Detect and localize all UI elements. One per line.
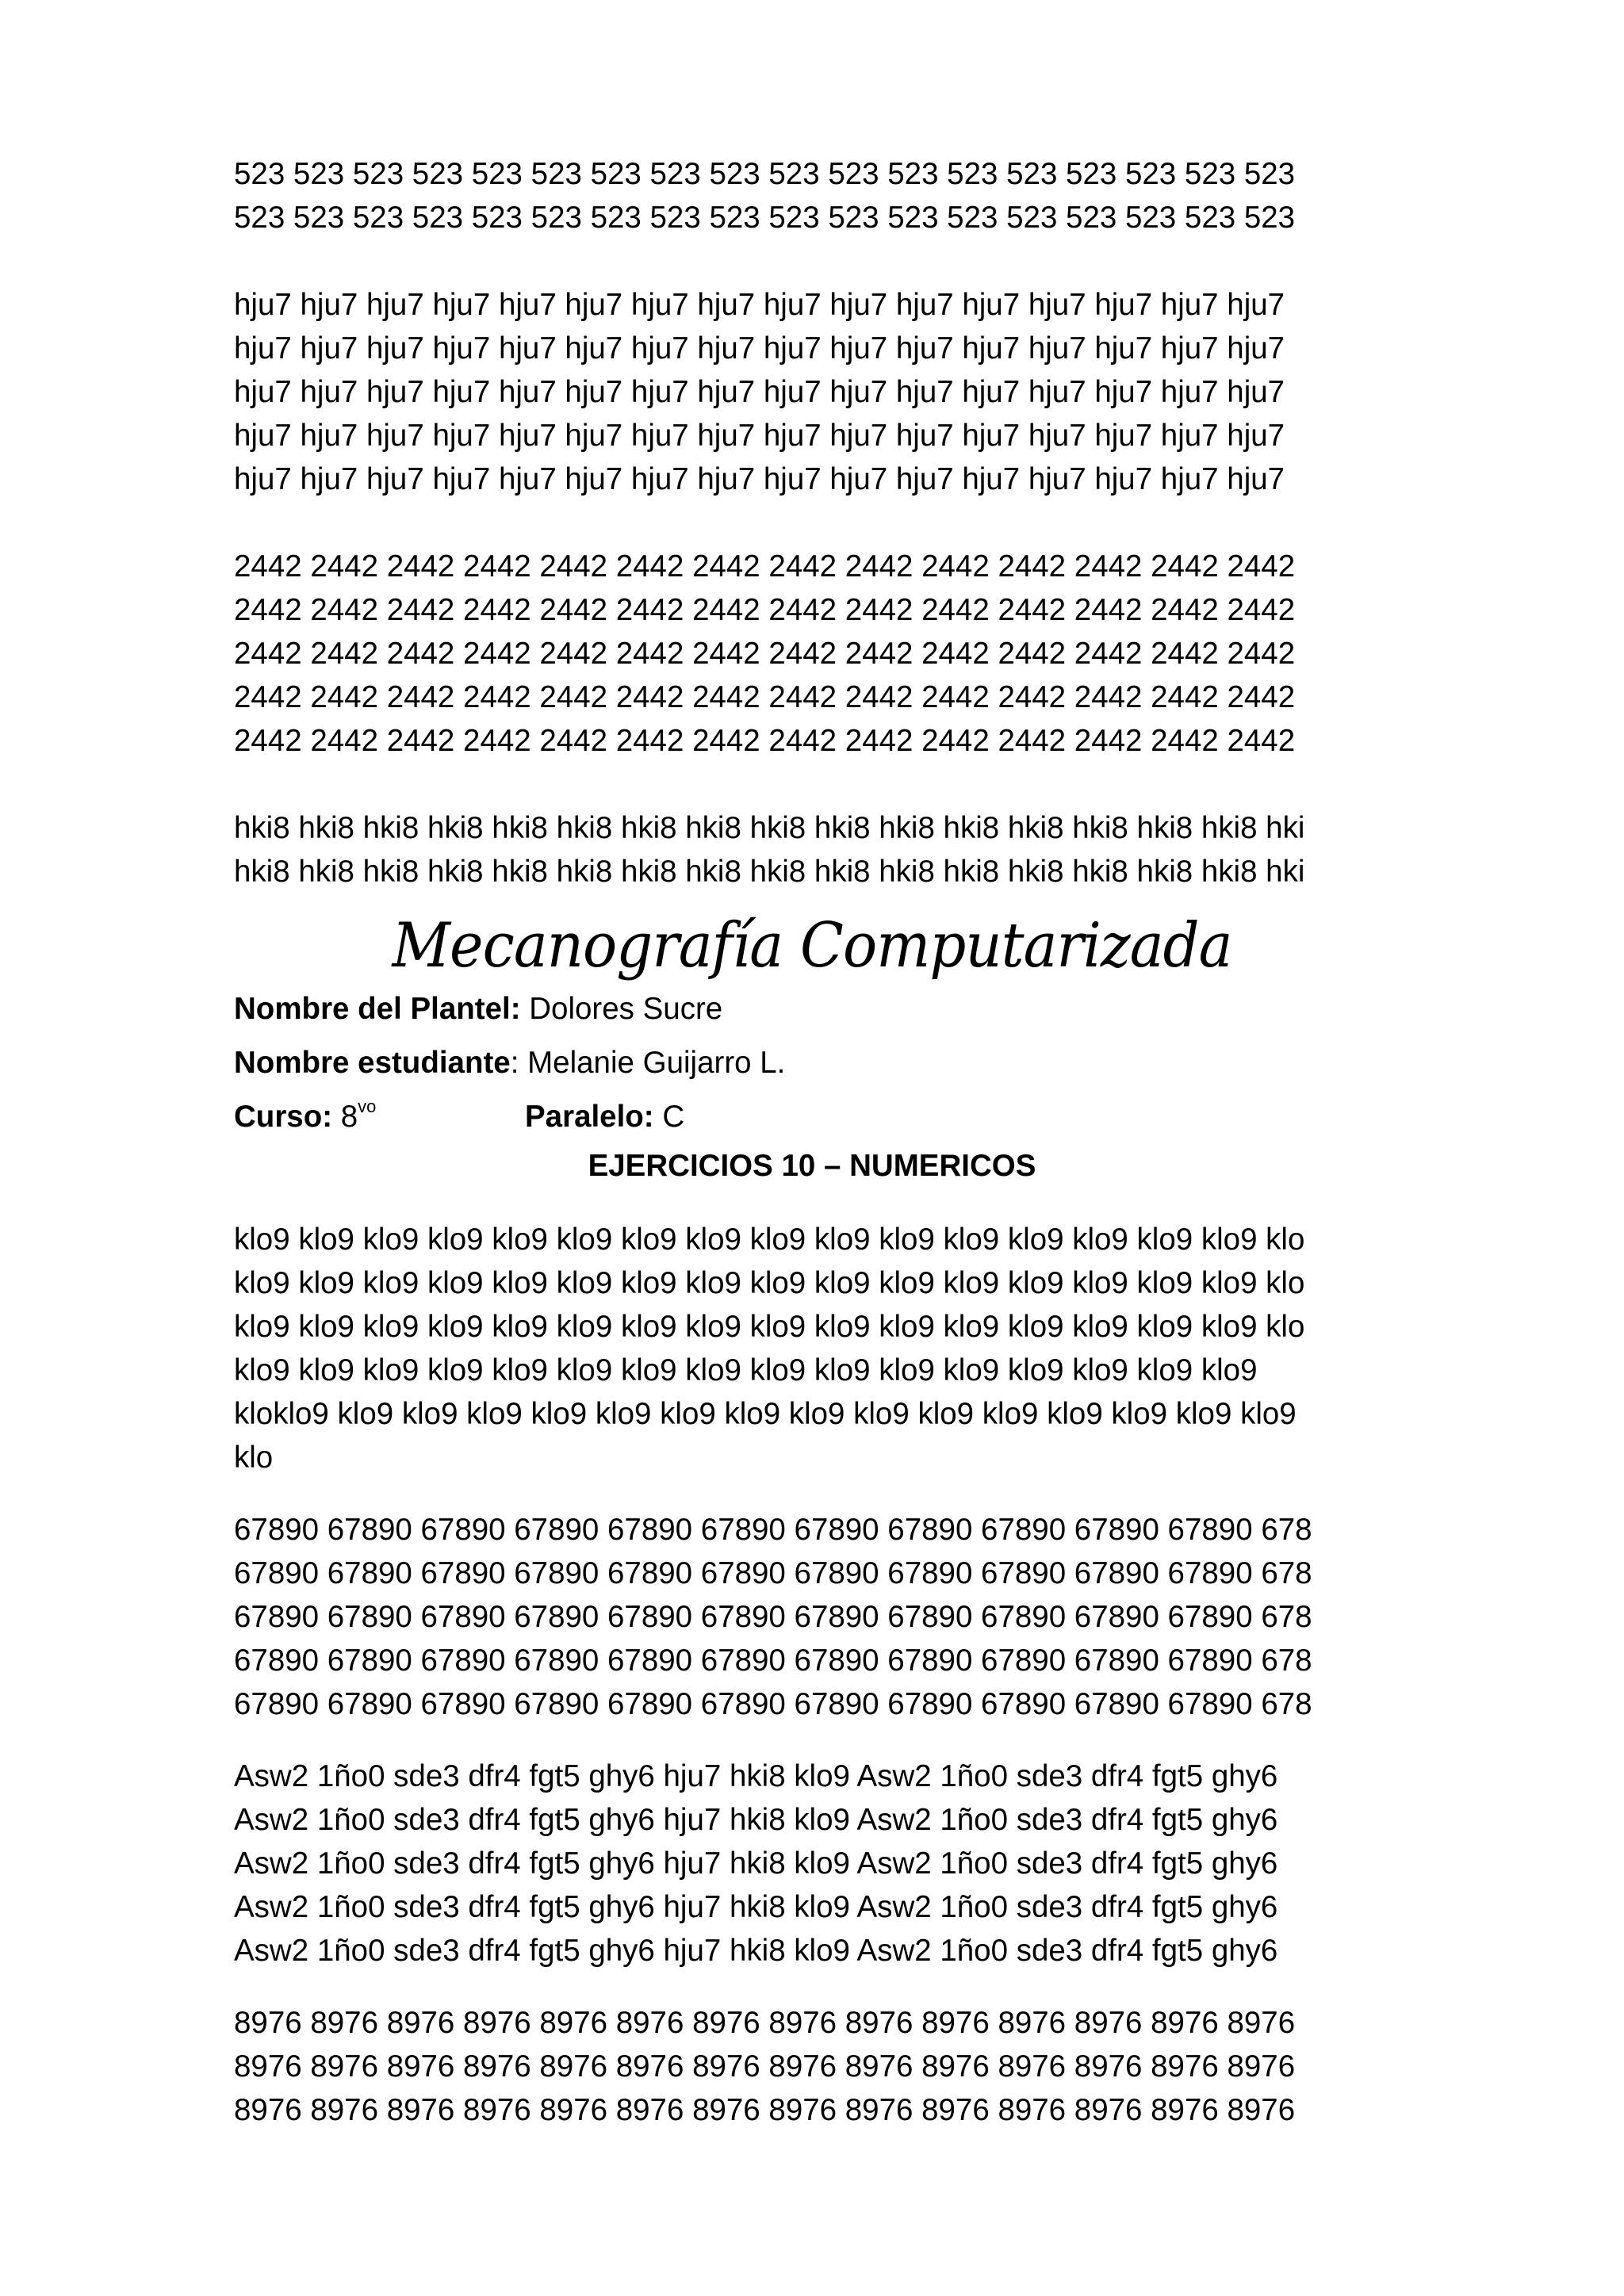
exercise-line: hju7 hju7 hju7 hju7 hju7 hju7 hju7 hju7 hju7 hju7 hju7 hju7 hju7 hju7 hju7 hju7	[234, 462, 1285, 496]
plantel-row	[234, 989, 722, 1029]
exercise-line: 2442 2442 2442 2442 2442 2442 2442 2442 2442 2442 2442 2442 2442 2442	[234, 593, 1296, 627]
exercise-line: klo	[234, 1441, 274, 1475]
estudiante-label: Nombre estudiante	[234, 1046, 511, 1080]
exercise-line: klo9 klo9 klo9 klo9 klo9 klo9 klo9 klo9 klo9 klo9 klo9 klo9 klo9 klo9 klo9 klo9 klo	[234, 1223, 1305, 1257]
exercise-line: 523 523 523 523 523 523 523 523 523 523 523 523 523 523 523 523 523 523	[234, 157, 1296, 191]
exercise-block-523	[234, 152, 1423, 239]
exercise-line: klo9 klo9 klo9 klo9 klo9 klo9 klo9 klo9 klo9 klo9 klo9 klo9 klo9 klo9 klo9 klo9	[234, 1353, 1258, 1387]
exercise-line: Asw2 1ño0 sde3 dfr4 fgt5 ghy6 hju7 hki8 klo9 Asw2 1ño0 sde3 dfr4 fgt5 ghy6	[234, 1890, 1278, 1924]
curso-label: Curso:	[234, 1100, 333, 1134]
plantel-value: Dolores Sucre	[520, 992, 723, 1026]
exercise-line: hju7 hju7 hju7 hju7 hju7 hju7 hju7 hju7 hju7 hju7 hju7 hju7 hju7 hju7 hju7 hju7	[234, 375, 1285, 409]
exercise-line: 2442 2442 2442 2442 2442 2442 2442 2442 2442 2442 2442 2442 2442 2442	[234, 724, 1296, 758]
exercise-line: Asw2 1ño0 sde3 dfr4 fgt5 ghy6 hju7 hki8 klo9 Asw2 1ño0 sde3 dfr4 fgt5 ghy6	[234, 1934, 1278, 1968]
paralelo-label: Paralelo:	[525, 1100, 654, 1134]
exercise-line: hki8 hki8 hki8 hki8 hki8 hki8 hki8 hki8 hki8 hki8 hki8 hki8 hki8 hki8 hki8 hki8 hki	[234, 811, 1305, 845]
exercise-line: 67890 67890 67890 67890 67890 67890 67890 67890 67890 67890 67890 678	[234, 1556, 1312, 1590]
exercise-line: 2442 2442 2442 2442 2442 2442 2442 2442 2442 2442 2442 2442 2442 2442	[234, 549, 1296, 584]
exercise-line: 2442 2442 2442 2442 2442 2442 2442 2442 2442 2442 2442 2442 2442 2442	[234, 680, 1296, 714]
exercise-line: 2442 2442 2442 2442 2442 2442 2442 2442 2442 2442 2442 2442 2442 2442	[234, 637, 1296, 671]
exercise-block-2442	[234, 545, 1423, 763]
exercise-line: hju7 hju7 hju7 hju7 hju7 hju7 hju7 hju7 hju7 hju7 hju7 hju7 hju7 hju7 hju7 hju7	[234, 288, 1285, 322]
exercise-block-asw2	[234, 1755, 1423, 1973]
exercise-block-hki8	[234, 806, 1423, 894]
curso-row	[234, 1097, 376, 1137]
document-title: Mecanografía Computarizada	[392, 910, 1232, 982]
exercise-block-klo9	[234, 1218, 1423, 1479]
exercise-line: Asw2 1ño0 sde3 dfr4 fgt5 ghy6 hju7 hki8 klo9 Asw2 1ño0 sde3 dfr4 fgt5 ghy6	[234, 1846, 1278, 1881]
exercise-block-67890	[234, 1508, 1423, 1726]
exercise-line: hju7 hju7 hju7 hju7 hju7 hju7 hju7 hju7 hju7 hju7 hju7 hju7 hju7 hju7 hju7 hju7	[234, 331, 1285, 365]
exercise-line: hki8 hki8 hki8 hki8 hki8 hki8 hki8 hki8 hki8 hki8 hki8 hki8 hki8 hki8 hki8 hki8 hki	[234, 855, 1305, 889]
exercise-line: 67890 67890 67890 67890 67890 67890 67890 67890 67890 67890 67890 678	[234, 1600, 1312, 1634]
plantel-label: Nombre del Plantel:	[234, 992, 521, 1026]
curso-value: $8^{vo}$	[332, 1096, 377, 1134]
estudiante-row	[234, 1043, 785, 1083]
paralelo-value: C	[653, 1100, 685, 1134]
exercise-line: Asw2 1ño0 sde3 dfr4 fgt5 ghy6 hju7 hki8 klo9 Asw2 1ño0 sde3 dfr4 fgt5 ghy6	[234, 1803, 1278, 1837]
exercise-line: 8976 8976 8976 8976 8976 8976 8976 8976 8976 8976 8976 8976 8976 8976	[234, 2093, 1296, 2127]
curso-suffix: vo	[358, 1096, 377, 1116]
exercise-line: 8976 8976 8976 8976 8976 8976 8976 8976 8976 8976 8976 8976 8976 8976	[234, 2006, 1296, 2040]
exercise-line: 8976 8976 8976 8976 8976 8976 8976 8976 8976 8976 8976 8976 8976 8976	[234, 2049, 1296, 2084]
exercise-line: kloklo9 klo9 klo9 klo9 klo9 klo9 klo9 klo9 klo9 klo9 klo9 klo9 klo9 klo9 klo9 klo9	[234, 1397, 1297, 1431]
exercise-line: 67890 67890 67890 67890 67890 67890 67890 67890 67890 67890 67890 678	[234, 1687, 1312, 1721]
paralelo-field	[525, 1097, 684, 1137]
exercise-block-hju7	[234, 283, 1423, 501]
exercise-block-8976	[234, 2001, 1423, 2132]
exercise-line: klo9 klo9 klo9 klo9 klo9 klo9 klo9 klo9 klo9 klo9 klo9 klo9 klo9 klo9 klo9 klo9 klo	[234, 1310, 1305, 1344]
exercise-line: klo9 klo9 klo9 klo9 klo9 klo9 klo9 klo9 klo9 klo9 klo9 klo9 klo9 klo9 klo9 klo9 klo	[234, 1266, 1305, 1300]
estudiante-value: : Melanie Guijarro L.	[510, 1046, 786, 1080]
exercise-heading: EJERCICIOS 10 – NUMERICOS	[588, 1149, 1036, 1183]
exercise-line: hju7 hju7 hju7 hju7 hju7 hju7 hju7 hju7 hju7 hju7 hju7 hju7 hju7 hju7 hju7 hju7	[234, 419, 1285, 453]
exercise-line: Asw2 1ño0 sde3 dfr4 fgt5 ghy6 hju7 hki8 klo9 Asw2 1ño0 sde3 dfr4 fgt5 ghy6	[234, 1759, 1278, 1793]
exercise-line: 523 523 523 523 523 523 523 523 523 523 523 523 523 523 523 523 523 523	[234, 201, 1296, 235]
exercise-line: 67890 67890 67890 67890 67890 67890 67890 67890 67890 67890 67890 678	[234, 1644, 1312, 1678]
exercise-line: 67890 67890 67890 67890 67890 67890 67890 67890 67890 67890 67890 678	[234, 1513, 1312, 1547]
